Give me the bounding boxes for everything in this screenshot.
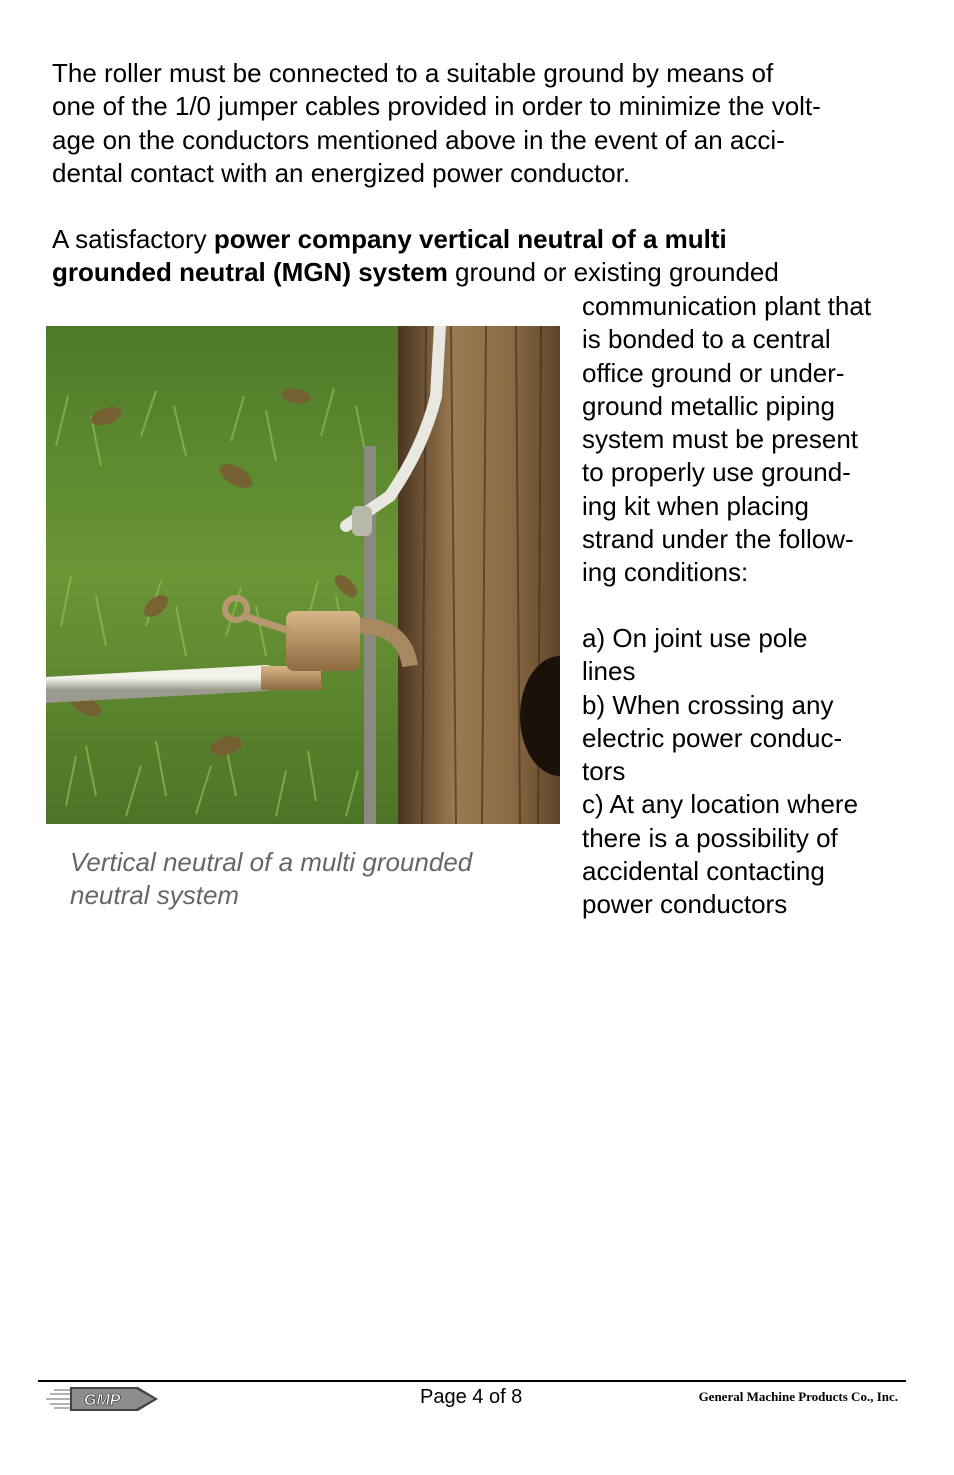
logo-text: GMP <box>84 1392 121 1409</box>
grounding-paragraph <box>52 223 922 290</box>
text-line: ing kit when placing <box>582 490 809 521</box>
text-line: age on the conductors mentioned above in the event of an acci- <box>52 124 785 155</box>
text-line: communication plant that <box>582 291 872 321</box>
photo-caption <box>70 846 550 912</box>
list-item <box>582 689 922 789</box>
text-line: electric power conduc- <box>582 722 843 753</box>
text-fragment: A satisfactory <box>52 224 214 254</box>
list-item <box>582 622 922 689</box>
conditions-list <box>582 622 922 922</box>
text-line: lines <box>582 656 636 687</box>
pole-ground-illustration <box>46 326 560 824</box>
text-line: office ground or under- <box>582 357 845 388</box>
bold-term: grounded neutral (MGN) system <box>52 257 448 288</box>
gmp-logo <box>46 1384 160 1414</box>
intro-paragraph <box>52 57 922 190</box>
company-name: General Machine Products Co., Inc. <box>698 1389 898 1404</box>
gmp-logo-icon <box>46 1384 160 1414</box>
jumper-cable <box>46 678 266 690</box>
text-line <box>52 223 922 256</box>
caption-line: neutral system <box>70 880 240 910</box>
pole-ground-photo <box>46 326 560 824</box>
text-fragment: ground or existing grounded <box>447 257 779 288</box>
ground-clamp <box>286 611 360 671</box>
text-line: The roller must be connected to a suitable ground by means of <box>52 58 774 88</box>
text-line: power conductors <box>582 889 788 920</box>
text-line: c) At any location where <box>582 789 859 820</box>
text-line: a) On joint use pole <box>582 623 808 653</box>
wire-clamp <box>352 506 372 536</box>
text-line <box>52 256 922 289</box>
text-line: ing conditions: <box>582 557 749 588</box>
text-line: accidental contacting <box>582 856 825 887</box>
text-line: tors <box>582 756 626 787</box>
text-line: dental contact with an energized power conductor. <box>52 157 631 188</box>
bold-term: power company vertical neutral of a multi <box>213 224 727 254</box>
caption-line: Vertical neutral of a multi grounded <box>70 847 473 877</box>
text-line: strand under the follow- <box>582 524 854 555</box>
text-line: b) When crossing any <box>582 689 834 720</box>
page-number: Page 4 of 8 <box>420 1386 523 1408</box>
text-line: system must be present <box>582 424 858 455</box>
text-line: is bonded to a central <box>582 324 831 355</box>
list-item <box>582 788 922 921</box>
footer-divider <box>38 1380 906 1382</box>
text-line: there is a possibility of <box>582 822 838 853</box>
text-line: one of the 1/0 jumper cables provided in order to minimize the volt- <box>52 91 821 122</box>
text-line: ground metallic piping <box>582 390 835 421</box>
grounding-paragraph-continued <box>582 290 922 590</box>
text-line: to properly use ground- <box>582 457 851 488</box>
